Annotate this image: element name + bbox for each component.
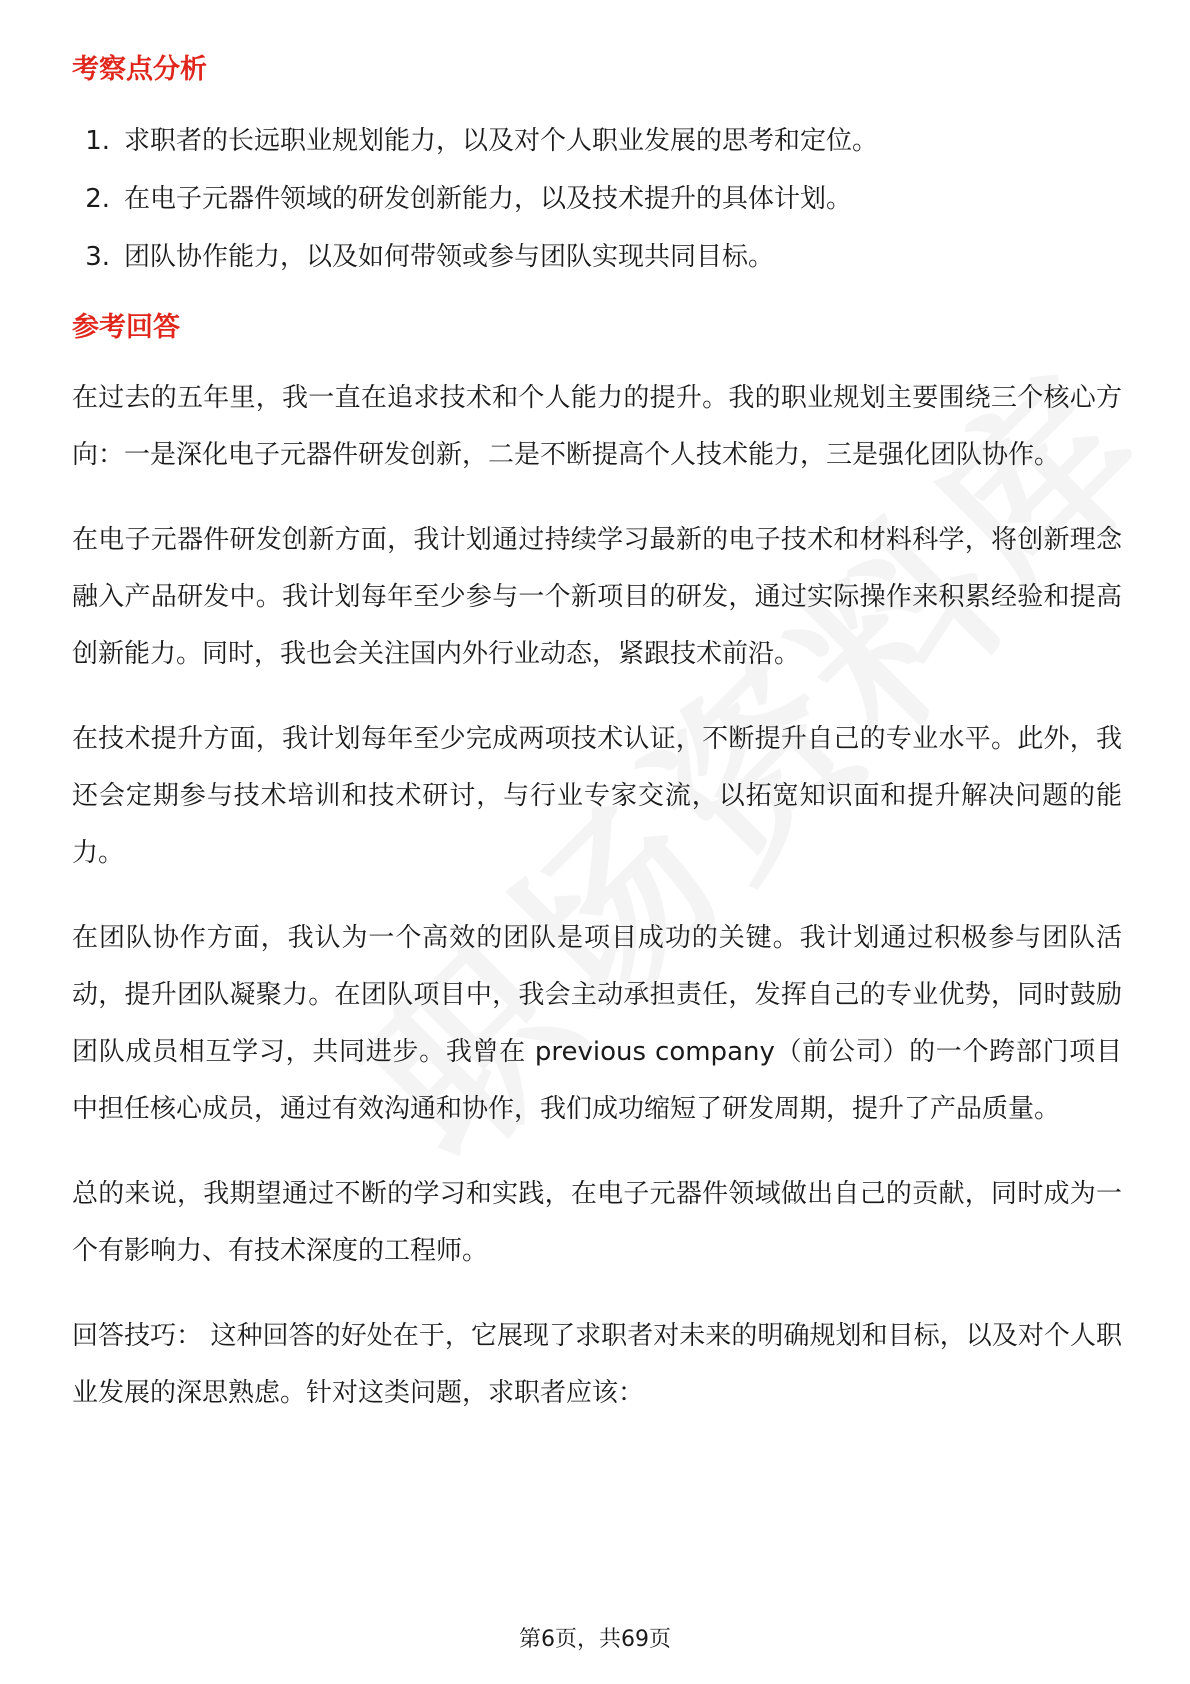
page-number: 第6页，共69页	[519, 1627, 671, 1652]
list-item	[72, 228, 1122, 286]
paragraph-teamwork: 在团队协作方面，我认为一个高效的团队是项目成功的关键。我计划通过积极参与团队活动，提升团队凝聚力。在团队项目中，我会主动承担责任，发挥自己的专业优势，同时鼓励团队成员相互学习，共同进步。我曾在 previous company（前公司）的一个跨部门项目中担任核心成员，通过有效沟通和协作，我们成功缩短了研发周期，提升了产品质量。	[72, 923, 1122, 1124]
analysis-list	[72, 112, 1122, 286]
list-item	[72, 112, 1122, 170]
list-item-text: 求职者的长远职业规划能力，以及对个人职业发展的思考和定位。	[124, 126, 879, 156]
list-item	[72, 170, 1122, 228]
paragraph-summary: 总的来说，我期望通过不断的学习和实践，在电子元器件领域做出自己的贡献，同时成为一个有影响力、有技术深度的工程师。	[72, 1179, 1122, 1266]
list-item-text: 团队协作能力，以及如何带领或参与团队实现共同目标。	[124, 242, 775, 272]
paragraph-intro: 在过去的五年里，我一直在追求技术和个人能力的提升。我的职业规划主要围绕三个核心方向：一是深化电子元器件研发创新，二是不断提高个人技术能力，三是强化团队协作。	[72, 383, 1122, 470]
list-item-number: 1.	[85, 126, 110, 156]
paragraph-innovation: 在电子元器件研发创新方面，我计划通过持续学习最新的电子技术和材料科学，将创新理念融入产品研发中。我计划每年至少参与一个新项目的研发，通过实际操作来积累经验和提高创新能力。同时，我也会关注国内外行业动态，紧跟技术前沿。	[72, 525, 1122, 669]
list-item-text: 在电子元器件领域的研发创新能力，以及技术提升的具体计划。	[124, 184, 853, 214]
paragraph-tips: 回答技巧： 这种回答的好处在于，它展现了求职者对未来的明确规划和目标，以及对个人职业发展的深思熟虑。针对这类问题，求职者应该：	[72, 1321, 1122, 1408]
list-item-number: 3.	[85, 242, 110, 272]
document-body	[72, 40, 1122, 1450]
answer-heading: 参考回答	[72, 312, 180, 343]
paragraph-tech-improvement: 在技术提升方面，我计划每年至少完成两项技术认证，不断提升自己的专业水平。此外，我还会定期参与技术培训和技术研讨，与行业专家交流，以拓宽知识面和提升解决问题的能力。	[72, 724, 1122, 868]
analysis-heading: 考察点分析	[72, 54, 207, 85]
list-item-number: 2.	[85, 184, 110, 214]
